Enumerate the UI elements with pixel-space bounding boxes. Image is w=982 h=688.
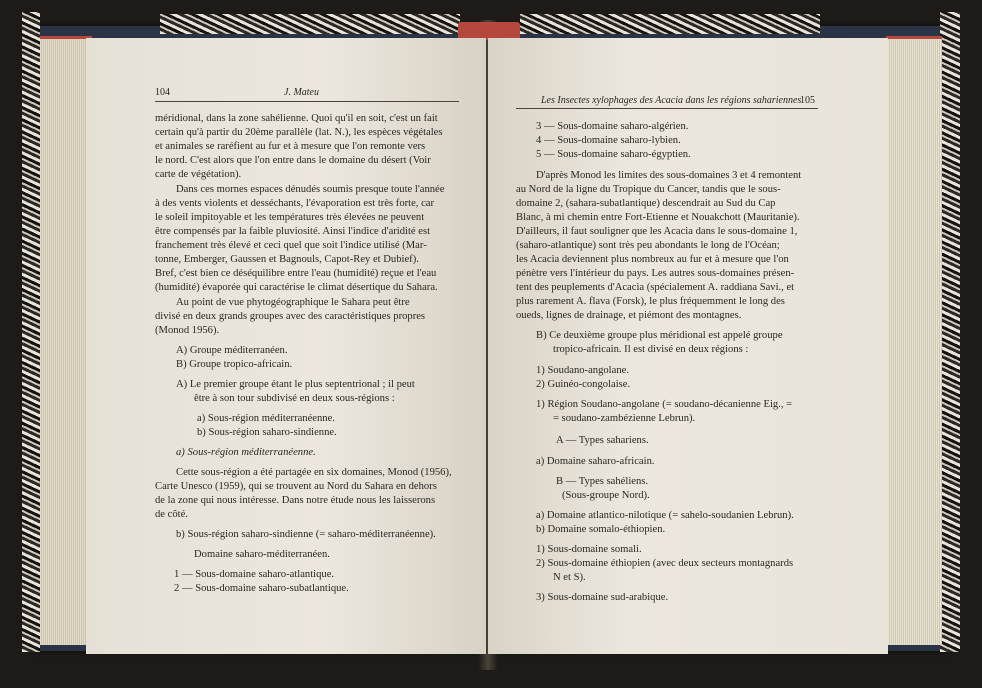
left-running-head: J. Mateu: [284, 87, 319, 98]
left-line-22: b) Sous-région saharo-sindienne.: [197, 427, 337, 438]
right-line-1: 3 — Sous-domaine saharo-algérien.: [536, 121, 689, 132]
right-line-11: pénètre vers l'intérieur du pays. Les autres sous-domaines présen-: [516, 268, 795, 279]
right-line-18: 2) Guinéo-congolaise.: [536, 379, 631, 390]
right-line-13: plus rarement A. flava (Forsk), le plus fréquemment le long des: [516, 296, 785, 307]
left-line-16: (Monod 1956).: [155, 325, 220, 336]
left-line-12: Bref, c'est bien ce déséquilibre entre l'eau (humidité) reçue et l'eau: [155, 268, 437, 279]
right-line-26: b) Domaine somalo-éthiopien.: [536, 524, 666, 535]
right-line-17: 1) Soudano-angolane.: [536, 365, 629, 376]
left-line-25: Carte Unesco (1959), qui se trouvent au Nord du Sahara en dehors: [155, 481, 437, 492]
right-line-23: B — Types sahéliens.: [556, 476, 649, 487]
left-header-rule: [155, 101, 459, 102]
right-line-4: D'après Monod les limites des sous-domaines 3 et 4 remontent: [536, 170, 802, 181]
right-line-12: tent des peuplements d'Acacia (spécialement A. raddiana Savi., et: [516, 282, 795, 293]
left-line-30: 1 — Sous-domaine saharo-atlantique.: [174, 569, 335, 580]
right-line-7: Blanc, à mi chemin entre Fort-Etienne et Nouakchott (Mauritanie).: [516, 212, 800, 223]
left-line-1: méridional, dans la zone sahélienne. Quoi qu'il en soit, c'est un fait: [155, 113, 438, 124]
right-line-16: tropico-africain. Il est divisé en deux régions :: [553, 344, 749, 355]
left-line-8: le soleil impitoyable et les températures très élevées ne peuvent: [155, 212, 425, 223]
right-running-head: Les Insectes xylophages des Acacia dans les régions sahariennes: [541, 95, 802, 106]
right-line-30: 3) Sous-domaine sud-arabique.: [536, 592, 669, 603]
page-stack-right: [886, 36, 942, 645]
right-line-14: oueds, lignes de drainage, et piémont des montagnes.: [516, 310, 742, 321]
right-line-28: 2) Sous-domaine éthiopien (avec deux secteurs montagnards: [536, 558, 794, 569]
right-line-6: domaine 2, (sahara-subatlantique) descendrait au Sud du Cap: [516, 198, 776, 209]
left-line-31: 2 — Sous-domaine saharo-subatlantique.: [174, 583, 349, 594]
right-line-25: a) Domaine atlantico-nilotique (= sahelo-soudanien Lebrun).: [536, 510, 794, 521]
left-line-19: A) Le premier groupe étant le plus septentrional ; il peut: [176, 379, 415, 390]
left-line-9: être compensés par la faible pluviosité. Ainsi l'indice d'aridité est: [155, 226, 431, 237]
right-line-9: (saharo-atlantique) sont très peu abondants le long de l'Océan;: [516, 240, 780, 251]
left-line-28: b) Sous-région saharo-sindienne (= saharo-méditerranéenne).: [176, 529, 436, 540]
right-line-5: au Nord de la ligne du Tropique du Cancer, tandis que le sous-: [516, 184, 781, 195]
left-line-2: certain qu'à partir du 20ème parallèle (lat. N.), les espèces végétales: [155, 127, 443, 138]
right-line-27: 1) Sous-domaine somali.: [536, 544, 642, 555]
marbled-endpaper-right: [940, 12, 960, 652]
left-line-13: (humidité) évaporée qui caractérise le climat désertique du Sahara.: [155, 282, 438, 293]
marbled-endpaper-top-right: [520, 14, 820, 34]
left-line-26: de la zone qui nous intéresse. Dans notre étude nous les laisserons: [155, 495, 436, 506]
left-page-number: 104: [155, 87, 170, 98]
left-line-18: B) Groupe tropico-africain.: [176, 359, 293, 370]
left-line-6: Dans ces mornes espaces dénudés soumis presque toute l'année: [176, 184, 445, 195]
right-line-24: (Sous-groupe Nord).: [562, 490, 650, 501]
left-line-11: tonne, Emberger, Gaussen et Bagnouls, Capot-Rey et Dubief).: [155, 254, 419, 265]
right-header-rule: [516, 108, 818, 109]
left-line-15: divisé en deux grands groupes avec des caractéristiques propres: [155, 311, 426, 322]
marbled-endpaper-top-left: [160, 14, 460, 34]
right-line-19: 1) Région Soudano-angolane (= soudano-décanienne Eig., =: [536, 399, 793, 410]
left-line-10: franchement très élevé et ceci quel que soit l'indice utilisé (Mar-: [155, 240, 427, 251]
right-line-20: = soudano-zambézienne Lebrun).: [553, 413, 696, 424]
marbled-endpaper-left: [22, 12, 40, 652]
right-line-15: B) Ce deuxième groupe plus méridional est appelé groupe: [536, 330, 783, 341]
left-line-27: de côté.: [155, 509, 188, 520]
left-line-5: carte de végétation).: [155, 169, 242, 180]
left-line-21: a) Sous-région méditerranéenne.: [197, 413, 335, 424]
right-line-29: N et S).: [553, 572, 586, 583]
right-page-number: 105: [800, 95, 815, 106]
right-line-10: les Acacia deviennent plus nombreux au fur et à mesure que l'on: [516, 254, 789, 265]
left-line-29: Domaine saharo-méditerranéen.: [194, 549, 330, 560]
left-line-3: et animales se raréfient au fur et à mesure que l'on remonte vers: [155, 141, 426, 152]
left-line-4: le nord. C'est alors que l'on entre dans le domaine du désert (Voir: [155, 155, 431, 166]
left-line-7: à des vents violents et desséchants, l'évaporation est très forte, car: [155, 198, 435, 209]
left-line-20: être à son tour subdivisé en deux sous-régions :: [194, 393, 395, 404]
left-line-14: Au point de vue phytogéographique le Sahara peut être: [176, 297, 410, 308]
right-line-22: a) Domaine saharo-africain.: [536, 456, 655, 467]
right-line-21: A — Types sahariens.: [556, 435, 649, 446]
page-stack-left: [40, 36, 92, 645]
left-line-23: a) Sous-région méditerranéenne.: [176, 447, 316, 458]
right-line-8: D'ailleurs, il faut souligner que les Acacia dans le sous-domaine 1,: [516, 226, 798, 237]
right-line-3: 5 — Sous-domaine saharo-égyptien.: [536, 149, 691, 160]
left-line-24: Cette sous-région a été partagée en six domaines, Monod (1956),: [176, 467, 452, 478]
right-line-2: 4 — Sous-domaine saharo-lybien.: [536, 135, 681, 146]
left-line-17: A) Groupe méditerranéen.: [176, 345, 288, 356]
